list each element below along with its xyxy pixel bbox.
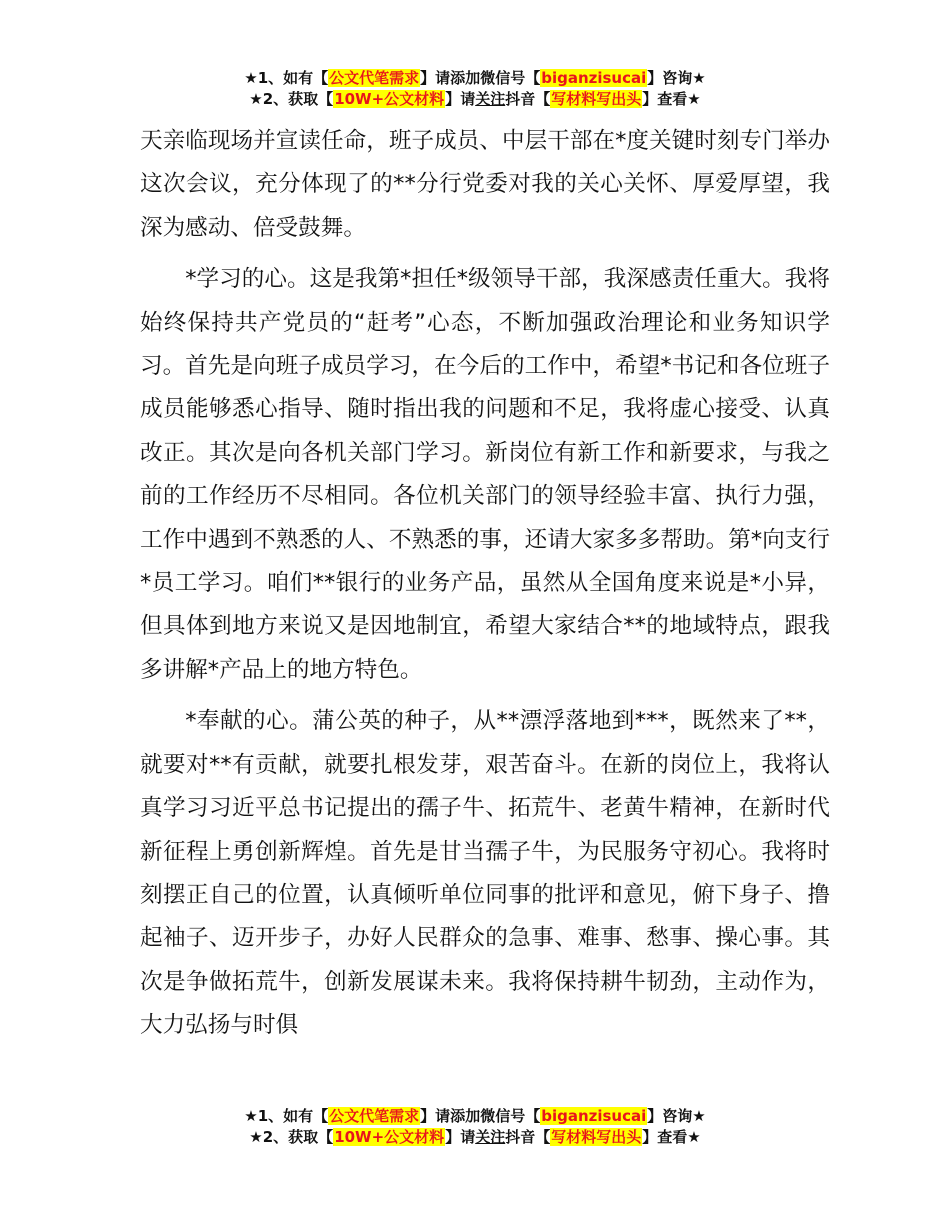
highlight-wechat-id: biganzisucai [541,69,647,87]
header-banner [0,68,950,110]
highlight-service: 公文代笔需求 [329,1107,420,1125]
footer-line-1: ★1、如有【公文代笔需求】请添加微信号【biganzisucai】咨询★ [244,1107,706,1125]
highlight-service: 公文代笔需求 [329,69,420,87]
paragraph-learning: *学习的心。这是我第*担任*级领导干部，我深感责任重大。我将始终保持共产党员的“赶考”心态，不断加强政治理论和业务知识学习。首先是向班子成员学习，在今后的工作中，希望*书记和各位班子成员能够悉心指导、随时指出我的问题和不足，我将虚心接受、认真改正。其次是向各机关部门学习。新岗位有新工作和新要求，与我之前的工作经历不尽相同。各位机关部门的领导经验丰富、执行力强，工作中遇到不熟悉的人、不熟悉的事，还请大家多多帮助。第*向支行*员工学习。咱们**银行的业务产品，虽然从全国角度来说是*小异，但具体到地方来说又是因地制宜，希望大家结合**的地域特点，跟我多讲解*产品上的地方特色。 [140,266,830,683]
highlight-materials: 10W+公文材料 [334,1128,445,1146]
footer-line-2: ★2、获取【10W+公文材料】请关注抖音【写材料写出头】查看★ [249,1128,701,1146]
paragraph-continuation: 天亲临现场并宣读任命，班子成员、中层干部在*度关键时刻专门举办这次会议，充分体现了的**分行党委对我的关心关怀、厚爱厚望，我深为感动、倍受鼓舞。 [140,128,830,241]
highlight-wechat-id: biganzisucai [541,1107,647,1125]
footer-banner [0,1106,950,1148]
highlight-douyin: 写材料写出头 [551,90,642,108]
paragraph-dedication: *奉献的心。蒲公英的种子，从**漂浮落地到***，既然来了**，就要对**有贡献，就要扎根发芽，艰苦奋斗。在新的岗位上，我将认真学习习近平总书记提出的孺子牛、拓荒牛、老黄牛精神，在新时代新征程上勇创新辉煌。首先是甘当孺子牛，为民服务守初心。我将时刻摆正自己的位置，认真倾听单位同事的批评和意见，俯下身子、撸起袖子、迈开步子，办好人民群众的急事、难事、愁事、操心事。其次是争做拓荒牛，创新发展谋未来。我将保持耕牛韧劲，主动作为，大力弘扬与时俱 [140,708,830,1039]
highlight-douyin: 写材料写出头 [551,1128,642,1146]
highlight-materials: 10W+公文材料 [334,90,445,108]
document-body [140,120,830,1048]
header-line-2: ★2、获取【10W+公文材料】请关注抖音【写材料写出头】查看★ [249,90,701,108]
header-line-1: ★1、如有【公文代笔需求】请添加微信号【biganzisucai】咨询★ [244,69,706,87]
